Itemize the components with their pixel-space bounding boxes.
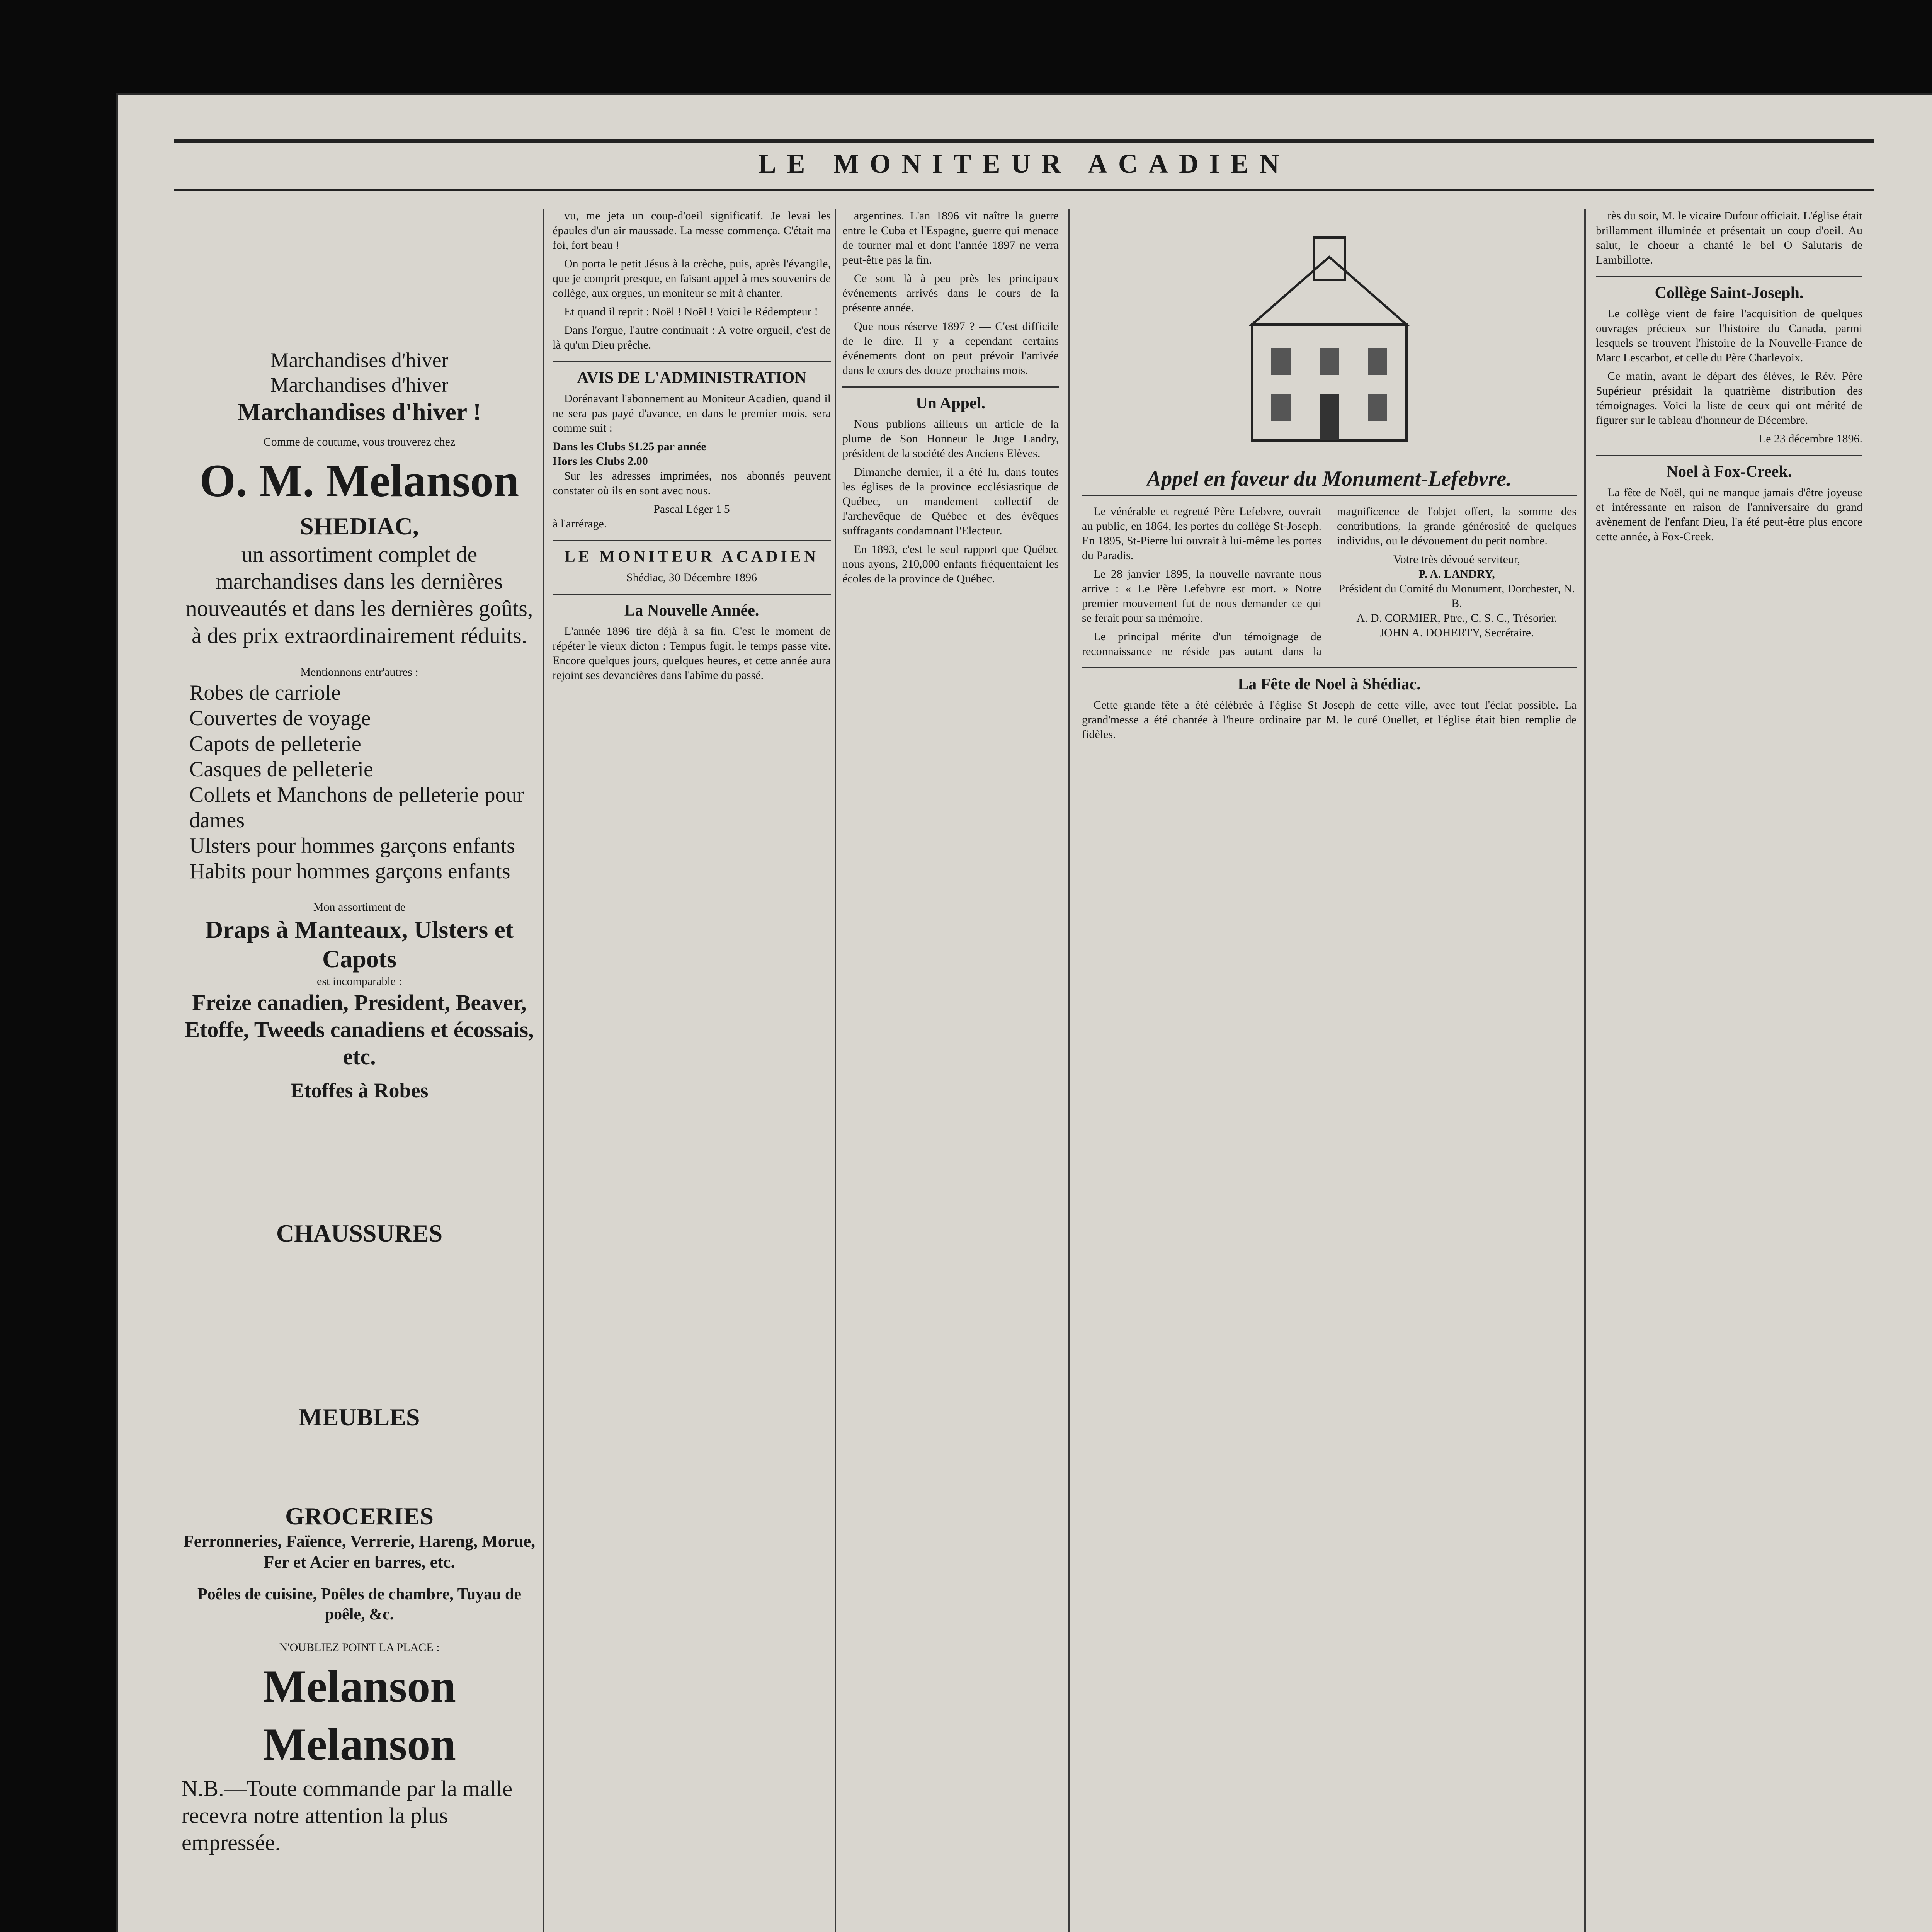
appeal-text bbox=[1082, 504, 1577, 659]
ad-poeles: Poêles de cuisine, Poêles de chambre, Tuyau de poêle, &c. bbox=[197, 1585, 522, 1623]
article-title: La Fête de Noel à Shédiac. bbox=[1238, 675, 1421, 693]
divider bbox=[553, 361, 831, 362]
paragraph: rès du soir, M. le vicaire Dufour officiait. L'église était brillamment illuminée et présentait un coup d'oeil. Au salut, le choeur a chanté le bel O Salutaris de Lambillotte. bbox=[1596, 209, 1862, 266]
paragraph: Le 28 janvier 1895, la nouvelle navrante nous arrive : « Le Père Lefebvre est mort. » Notre premier mouvement fut de nous demander ce qui se ferait pour sa mémoire. bbox=[1082, 568, 1321, 624]
divider bbox=[1082, 495, 1577, 496]
text-column-5 bbox=[1596, 209, 1862, 1932]
ad-groceries: GROCERIES bbox=[285, 1502, 434, 1530]
paragraph: Le vénérable et regretté Père Lefebvre, ouvrait au public, en 1864, les portes du collège St-Joseph. En 1895, St-Pierre lui ouvrait à lui-même les portes du Paradis. bbox=[1082, 505, 1321, 562]
merchant-name: O. M. Melanson bbox=[199, 455, 519, 506]
dateline: Shédiac, 30 Décembre 1896 bbox=[626, 571, 757, 584]
article-title: Collège Saint-Joseph. bbox=[1655, 284, 1804, 302]
article-title: La Nouvelle Année. bbox=[624, 602, 759, 619]
ad-noubliez: N'OUBLIEZ POINT LA PLACE : bbox=[279, 1641, 440, 1654]
article-date: Le 23 décembre 1896. bbox=[1759, 432, 1862, 445]
paper-name: LE MONITEUR ACADIEN bbox=[564, 548, 819, 566]
ad-draps: Draps à Manteaux, Ulsters et Capots bbox=[205, 916, 514, 973]
ad-frieze: Freize canadien, President, Beaver, Etoffe, Tweeds canadiens et écossais, etc. bbox=[185, 990, 534, 1069]
masthead-title: LE MONITEUR ACADIEN bbox=[758, 149, 1290, 179]
appeal-banner: Appel en faveur du Monument-Lefebvre. bbox=[1146, 467, 1512, 491]
article-title: Noel à Fox-Creek. bbox=[1666, 463, 1792, 481]
ad-nb: N.B.—Toute commande par la malle recevra notre attention la plus empressée. bbox=[182, 1776, 513, 1855]
divider bbox=[553, 540, 831, 541]
paragraph: Dans l'orgue, l'autre continuait : A votre orgueil, c'est de là qu'un Dieu prêche. bbox=[553, 324, 831, 351]
ad-headline-bold: Marchandises d'hiver ! bbox=[237, 398, 481, 425]
rate-line: Hors les Clubs 2.00 bbox=[553, 455, 648, 468]
column-rule bbox=[835, 209, 836, 1932]
column-rule bbox=[1584, 209, 1586, 1932]
text-column-4 bbox=[1082, 209, 1577, 1932]
text-column-2 bbox=[553, 209, 831, 1932]
ad-item: Capots de pelleterie bbox=[189, 732, 361, 756]
ad-intro: Comme de coutume, vous trouverez chez bbox=[263, 435, 456, 448]
ad-item: Ulsters pour hommes garçons enfants bbox=[189, 834, 515, 858]
ad-melanson: Melanson bbox=[262, 1660, 456, 1712]
ad-headline: Marchandises d'hiver bbox=[270, 349, 449, 372]
ad-headline: Marchandises d'hiver bbox=[270, 373, 449, 396]
ad-incomparable: est incomparable : bbox=[317, 975, 402, 988]
ad-items bbox=[182, 680, 537, 884]
paragraph: Nous publions ailleurs un article de la plume de Son Honneur le Juge Landry, président de la société des Anciens Elèves. bbox=[842, 418, 1059, 460]
paragraph: Dimanche dernier, il a été lu, dans toutes les églises de la province ecclésiastique de Québec, un mandement collectif de l'archevêque de Québec et des évêques suffragants condamnant l'Electeur. bbox=[842, 466, 1059, 537]
ad-item: Collets et Manchons de pelleterie pour dames bbox=[189, 783, 524, 832]
paragraph: Cette grande fête a été célébrée à l'église St Joseph de cette ville, avec tout l'éclat possible. La grand'messe a été chantée à l'heure ordinaire par M. le curé Ouellet, et l'église était bien remplie de fidèles. bbox=[1082, 699, 1577, 741]
divider bbox=[1596, 276, 1862, 277]
merchant-town: SHEDIAC, bbox=[300, 512, 419, 540]
ad-item: Couvertes de voyage bbox=[189, 706, 371, 730]
arrears-example: Pascal Léger 1|5 bbox=[653, 503, 730, 515]
paragraph: Le collège vient de faire l'acquisition de quelques ouvrages précieux sur l'histoire du Canada, parmi lesquels se trouvent l'histoire de la Nouvelle-France de Marc Lescarbot, et celle du Père Charlevoix. bbox=[1596, 307, 1862, 364]
signer: P. A. LANDRY, bbox=[1418, 568, 1495, 580]
ad-item: Habits pour hommes garçons enfants bbox=[189, 859, 510, 883]
ad-chaussures: CHAUSSURES bbox=[276, 1219, 443, 1247]
signer-role: Président du Comité du Monument, Dorchester, N. B. bbox=[1338, 582, 1575, 610]
paragraph: Ce matin, avant le départ des élèves, le Rév. Père Supérieur présidait la quatrième distribution des témoignages. Voici la liste de ceux qui ont mérité de figurer sur le tableau d'honneur de Décembre. bbox=[1596, 370, 1862, 427]
paragraph: En 1893, c'est le seul rapport que Québec nous ayons, 210,000 enfants fréquentaient les écoles de la province de Québec. bbox=[842, 543, 1059, 585]
paragraph: Ce sont là à peu près les principaux événements arrivés dans le cours de la présente année. bbox=[842, 272, 1059, 314]
ad-offer: un assortiment complet de marchandises dans les dernières nouveautés et dans les dernières goûts, à des prix extraordinairement réduits. bbox=[185, 542, 533, 648]
masthead bbox=[174, 139, 1874, 191]
ad-groceries-text: Ferronneries, Faïence, Verrerie, Hareng, Morue, Fer et Acier en barres, etc. bbox=[183, 1532, 536, 1571]
column-rule bbox=[1068, 209, 1070, 1932]
sign-off: Votre très dévoué serviteur, bbox=[1393, 553, 1520, 566]
column-rule bbox=[543, 209, 544, 1932]
paragraph: On porta le petit Jésus à la crèche, puis, après l'évangile, que je comprit presque, en faisant appel à mes souvenirs de collège, aux orgues, un moniteur se mit à chanter. bbox=[553, 257, 831, 299]
treasurer: A. D. CORMIER, Ptre., C. S. C., Trésorier. bbox=[1356, 612, 1557, 624]
paragraph: argentines. L'an 1896 vit naître la guerre entre le Cuba et l'Espagne, guerre qui menace de tourner mal et dont l'année 1897 ne verra peut-être pas la fin. bbox=[842, 209, 1059, 266]
divider bbox=[1082, 667, 1577, 668]
avis-note: Sur les adresses imprimées, nos abonnés peuvent constater où ils en sont avec nous. bbox=[553, 469, 831, 497]
divider bbox=[1596, 455, 1862, 456]
ad-mention: Mentionnons entr'autres : bbox=[300, 666, 418, 679]
divider bbox=[553, 594, 831, 595]
ad-item: Casques de pelleterie bbox=[189, 757, 373, 781]
article-title: Un Appel. bbox=[916, 395, 985, 412]
ad-meubles: MEUBLES bbox=[299, 1403, 420, 1431]
ad-assort: Mon assortiment de bbox=[313, 901, 406, 913]
secretary: JOHN A. DOHERTY, Secrétaire. bbox=[1379, 626, 1534, 639]
paragraph: Le principal mérite d'un témoignage de reconnaissance ne réside pas autant dans la magnificence de l'objet offert, la somme des contributions, la grande générosité de quelques individus, ou le dévouement du petit nombre. bbox=[1082, 505, 1577, 658]
paragraph: vu, me jeta un coup-d'oeil significatif. Je levai les épaules d'un air maussade. La messe commença. C'était ma foi, fort beau ! bbox=[553, 209, 831, 252]
paragraph: L'année 1896 tire déjà à sa fin. C'est le moment de répéter le vieux dicton : Tempus fugit, le temps passe vite. Encore quelques jours, quelques heures, et cette année aura rejoint ses devancières dans l'abîme du passé. bbox=[553, 625, 831, 682]
ad-etoffes: Etoffes à Robes bbox=[290, 1079, 429, 1102]
advertisement-column bbox=[182, 209, 537, 1932]
paragraph: Que nous réserve 1897 ? — C'est difficile de le dire. Il y a cependant certains événements dont on peut prévoir l'arrivée dans le cours des douze prochains mois. bbox=[842, 320, 1059, 377]
paragraph: Et quand il reprit : Noël ! Noël ! Voici le Rédempteur ! bbox=[564, 305, 818, 318]
monument-illustration bbox=[1233, 224, 1426, 464]
text-column-3 bbox=[842, 209, 1059, 1932]
rate-line: Dans les Clubs $1.25 par année bbox=[553, 440, 706, 453]
arrears-text: à l'arrérage. bbox=[553, 517, 607, 530]
avis-text: Dorénavant l'abonnement au Moniteur Acadien, quand il ne sera pas payé d'avance, en dans le premier mois, sera comme suit : bbox=[553, 392, 831, 434]
ad-melanson: Melanson bbox=[262, 1718, 456, 1770]
divider bbox=[842, 386, 1059, 388]
paragraph: La fête de Noël, qui ne manque jamais d'être joyeuse et intéressante en raison de l'anniversaire du grand avènement de l'enfant Dieu, l'a été peut-être plus encore cette année, à Fox-Creek. bbox=[1596, 486, 1862, 543]
ad-item: Robes de carriole bbox=[189, 681, 341, 705]
avis-title: AVIS DE L'ADMINISTRATION bbox=[577, 369, 806, 387]
